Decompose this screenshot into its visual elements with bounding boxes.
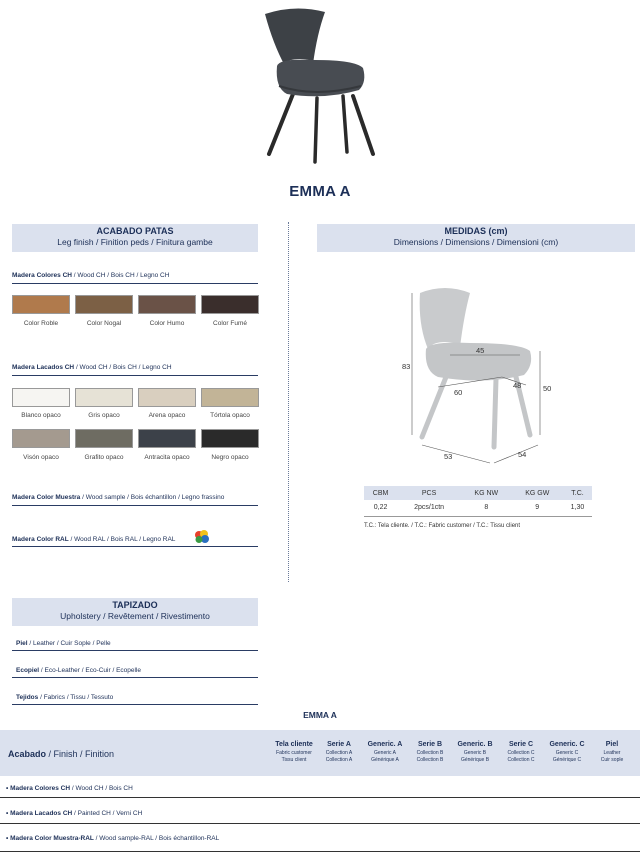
measures-header xyxy=(317,224,635,252)
dim-depth: 54 xyxy=(518,450,527,459)
spec-cell: 2pcs/1ctn xyxy=(397,500,461,516)
swatch-tortola-opaco[interactable] xyxy=(201,388,259,407)
group-wood-sample xyxy=(12,494,224,501)
measures-subtitle: Dimensions / Dimensions / Dimensioni (cm) xyxy=(393,237,559,247)
spec-row xyxy=(364,500,592,516)
dimension-drawing xyxy=(390,285,560,465)
measures-title: MEDIDAS (cm) xyxy=(444,226,508,236)
group-wood-ral-rest: / Wood RAL / Bois RAL / Legno RAL xyxy=(68,536,176,543)
swatch-label: Blanco opaco xyxy=(21,412,61,419)
leg-finish-subtitle: Leg finish / Finition peds / Finitura gambe xyxy=(57,237,213,247)
dim-seat-depth: 48 xyxy=(513,381,522,390)
finish-table-title: EMMA A xyxy=(303,710,337,720)
col-sub: Générique A xyxy=(371,756,399,763)
upholstery-leather xyxy=(16,640,111,647)
dim-seat-height: 50 xyxy=(543,384,552,393)
col-sub: Generic C xyxy=(555,750,579,756)
col-main: Generic. B xyxy=(457,741,493,748)
finish-label xyxy=(8,749,114,759)
col-main: Piel xyxy=(605,741,619,748)
col-sub: Générique B xyxy=(460,756,490,763)
spec-cell: 8 xyxy=(461,500,512,516)
row-divider xyxy=(0,823,640,824)
row-divider xyxy=(0,851,640,852)
swatch-label: Color Roble xyxy=(23,320,59,327)
group-wood-sample-rest: / Wood sample / Bois échantillon / Legno frassino xyxy=(80,494,225,501)
swatch-label: Antracita opaco xyxy=(144,454,190,461)
swatch-label: Tórtola opaco xyxy=(210,412,250,419)
swatch-label: Color Nogal xyxy=(86,320,122,327)
group-wood-sample-bold: Madera Color Muestra xyxy=(12,494,81,501)
upholstery-header xyxy=(12,598,258,626)
swatch-color-nogal[interactable] xyxy=(75,295,133,314)
swatch-label: Color Humo xyxy=(149,320,185,327)
rule xyxy=(12,546,258,547)
col-sub: Tissu client xyxy=(281,756,307,763)
col-sub: Collection A xyxy=(325,750,353,756)
finish-row-sample-ral xyxy=(6,835,219,842)
spec-header: PCS xyxy=(397,486,461,500)
finish-row-lacquered xyxy=(6,810,142,817)
group-lacquer xyxy=(12,364,172,371)
col-sub: Collection A xyxy=(325,756,353,763)
leg-finish-header xyxy=(12,224,258,252)
spec-cell: 9 xyxy=(512,500,563,516)
leg-finish-title: ACABADO PATAS xyxy=(96,226,174,236)
swatch-arena-opaco[interactable] xyxy=(138,388,196,407)
rule xyxy=(12,677,258,678)
group-wood-colors-rest: / Wood CH / Bois CH / Legno CH xyxy=(71,272,170,279)
col-main: Serie A xyxy=(327,741,351,748)
swatch-vison-opaco[interactable] xyxy=(12,429,70,448)
col-sub: Collection B xyxy=(416,756,444,763)
group-wood-ral xyxy=(12,536,175,543)
swatch-antracita-opaco[interactable] xyxy=(138,429,196,448)
col-sub: Generic B xyxy=(463,750,487,756)
swatch-label: Grafito opaco xyxy=(84,454,124,461)
finish-label-rest: / Finish / Finition xyxy=(46,749,115,759)
dim-width: 53 xyxy=(444,452,453,461)
group-lacquer-bold: Madera Lacados CH xyxy=(12,364,75,371)
finish-label-bold: Acabado xyxy=(8,749,47,759)
swatch-color-humo[interactable] xyxy=(138,295,196,314)
rule xyxy=(12,283,258,284)
col-main: Tela cliente xyxy=(275,741,313,748)
spec-header: KG GW xyxy=(512,486,563,500)
col-main: Serie C xyxy=(508,741,534,748)
swatch-label: Arena opaco xyxy=(148,412,186,419)
swatch-label: Gris opaco xyxy=(88,412,120,419)
spec-header: KG NW xyxy=(461,486,512,500)
spec-header-row xyxy=(364,486,592,500)
col-sub: Collection C xyxy=(507,750,535,756)
col-piel xyxy=(582,740,640,763)
col-sub: Cuir sople xyxy=(600,756,624,763)
upholstery-fabrics-rest: / Fabrics / Tissu / Tessuto xyxy=(38,694,114,701)
dim-height: 83 xyxy=(402,362,411,371)
upholstery-ecoleather xyxy=(16,667,141,674)
col-sub: Collection C xyxy=(507,756,535,763)
spec-note: T.C.: Tela cliente. / T.C.: Fabric customer / T.C.: Tissu client xyxy=(364,523,521,529)
finish-row-rest: / Painted CH / Verni CH xyxy=(72,810,143,817)
product-title: EMMA A xyxy=(289,183,351,200)
col-main: Generic. A xyxy=(367,741,403,748)
upholstery-leather-bold: Piel xyxy=(16,640,28,647)
upholstery-leather-rest: / Leather / Cuir Sople / Pelle xyxy=(27,640,111,647)
spec-cell: 1,30 xyxy=(563,500,592,516)
finish-row-wood-colors xyxy=(6,785,133,792)
chair-photo xyxy=(255,4,385,170)
rule xyxy=(12,650,258,651)
upholstery-ecoleather-rest: / Eco-Leather / Eco-Cuir / Ecopelle xyxy=(39,667,142,674)
rule xyxy=(12,704,258,705)
upholstery-title: TAPIZADO xyxy=(112,600,158,610)
spec-header: T.C. xyxy=(563,486,592,500)
spec-table xyxy=(364,486,592,517)
swatch-label: Color Fumé xyxy=(213,320,247,327)
row-divider xyxy=(0,797,640,798)
ral-palette-icon xyxy=(194,530,210,544)
swatch-blanco-opaco[interactable] xyxy=(12,388,70,407)
column-divider xyxy=(288,222,289,582)
group-wood-colors-bold: Madera Colores CH xyxy=(12,272,72,279)
rule xyxy=(12,375,258,376)
swatch-grafito-opaco[interactable] xyxy=(75,429,133,448)
upholstery-ecoleather-bold: Ecopiel xyxy=(16,667,40,674)
group-lacquer-rest: / Wood CH / Bois CH / Legno CH xyxy=(74,364,172,371)
swatch-color-roble[interactable] xyxy=(12,295,70,314)
col-sub: Collection B xyxy=(416,750,444,756)
group-wood-ral-bold: Madera Color RAL xyxy=(12,536,69,543)
col-sub: Générique C xyxy=(552,756,582,763)
col-main: Serie B xyxy=(417,741,443,748)
spec-header: CBM xyxy=(364,486,397,500)
dim-seat-width: 45 xyxy=(476,346,485,355)
finish-row-rest: / Wood sample-RAL / Bois échantillon-RAL xyxy=(93,835,220,842)
col-sub: Fabric customer xyxy=(276,750,312,756)
finish-row-rest: / Wood CH / Bois CH xyxy=(70,785,133,792)
col-sub: Leather xyxy=(603,750,621,756)
col-sub: Generic A xyxy=(374,750,396,756)
swatch-negro-opaco[interactable] xyxy=(201,429,259,448)
swatch-gris-opaco[interactable] xyxy=(75,388,133,407)
finish-row-bold: • Madera Colores CH xyxy=(6,785,71,792)
upholstery-fabrics xyxy=(16,694,113,701)
rule xyxy=(12,505,258,506)
finish-row-bold: • Madera Lacados CH xyxy=(6,810,73,817)
upholstery-subtitle: Upholstery / Revêtement / Rivestimento xyxy=(60,611,210,621)
col-main: Generic. C xyxy=(549,741,585,748)
swatch-label: Negro opaco xyxy=(211,454,249,461)
group-wood-colors xyxy=(12,272,169,279)
swatch-color-fume[interactable] xyxy=(201,295,259,314)
dim-inner: 60 xyxy=(454,388,463,397)
upholstery-fabrics-bold: Tejidos xyxy=(16,694,39,701)
swatch-label: Visón opaco xyxy=(23,454,59,461)
spec-cell: 0,22 xyxy=(364,500,397,516)
finish-row-bold: • Madera Color Muestra-RAL xyxy=(6,835,94,842)
